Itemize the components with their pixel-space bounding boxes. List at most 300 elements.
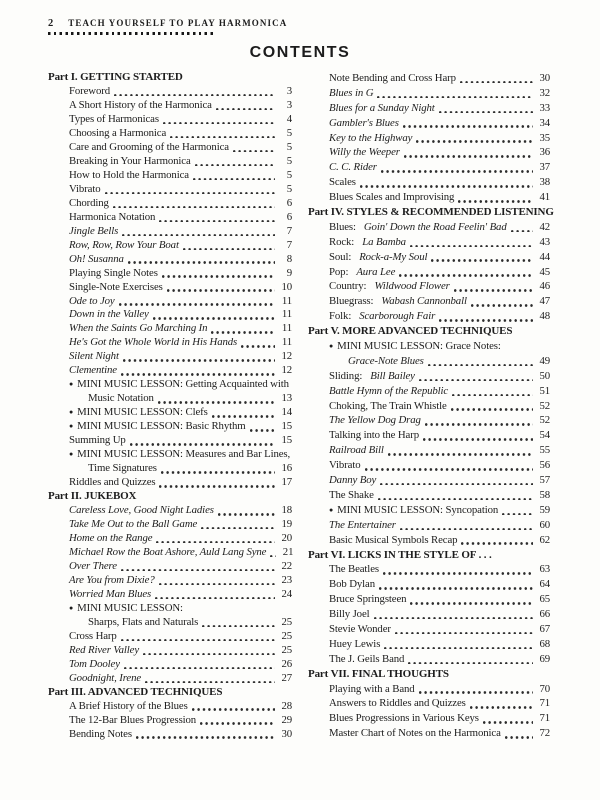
entry-title [329, 562, 379, 577]
entry-text: How to Hold the Harmonica [69, 168, 189, 181]
part-heading-label: Part VII. FINAL THOUGHTS [308, 667, 449, 680]
toc-entry [308, 443, 550, 458]
page-header [48, 18, 287, 35]
leader-dots [250, 429, 275, 432]
entry-page-number: 10 [281, 280, 292, 293]
leader-dots [374, 617, 534, 620]
leader-dots [460, 81, 533, 84]
entry-page-number: 32 [539, 86, 550, 99]
entry-text: Jingle Bells [69, 224, 119, 237]
bullet-icon: ● [69, 603, 74, 612]
entry-text: Types of Harmonicas [69, 112, 159, 125]
toc-part-heading [308, 667, 550, 682]
entry-text: Railroad Bill [329, 444, 384, 457]
leader-dots [200, 722, 275, 725]
leader-dots [122, 234, 275, 237]
toc-entry [48, 350, 292, 364]
toc-entry [48, 630, 292, 644]
toc-entry [48, 644, 292, 658]
entry-title [69, 434, 126, 448]
toc-entry [308, 652, 550, 667]
header-page-number: 2 [48, 18, 54, 29]
entry-title [69, 197, 109, 211]
entry-text: MINI MUSIC LESSON: Basic Rhythm [77, 420, 246, 433]
entry-text: Talking into the Harp [329, 429, 419, 442]
entry-text: Row, Row, Row Your Boat [69, 238, 179, 251]
entry-category-label: Pop: [329, 265, 349, 278]
toc-entry [48, 183, 292, 197]
entry-title [88, 392, 154, 406]
entry-text: Note Bending and Cross Harp [329, 72, 456, 84]
leader-dots [159, 583, 275, 586]
entry-title [329, 145, 400, 160]
toc-entry [308, 116, 550, 131]
toc-entry [48, 434, 292, 448]
entry-page-number: 13 [281, 392, 292, 405]
entry-page-number: 35 [539, 131, 550, 144]
entry-text: Willy the Weeper [329, 146, 400, 159]
bullet-icon: ● [69, 450, 74, 459]
entry-text: Ode to Joy [69, 294, 115, 307]
entry-title [69, 476, 155, 490]
entry-page-number: 54 [539, 429, 550, 442]
leader-dots [113, 206, 275, 209]
toc-entry [48, 700, 292, 714]
leader-dots [378, 498, 533, 501]
part-heading-label: Part III. ADVANCED TECHNIQUES [48, 685, 223, 698]
entry-page-number: 50 [539, 369, 550, 382]
leader-dots [130, 443, 275, 446]
entry-title [69, 504, 214, 518]
entry-text: Breaking in Your Harmonica [69, 154, 191, 167]
leader-dots [408, 662, 533, 665]
leader-dots [119, 303, 275, 306]
entry-text: Choosing a Harmonica [69, 126, 167, 139]
entry-page-number: 28 [281, 699, 292, 712]
leader-dots [400, 528, 533, 531]
toc-column-right [308, 71, 554, 742]
entry-text: Blues in G [329, 86, 374, 99]
entry-text: He's Got the Whole World in His Hands [69, 336, 238, 349]
entry-text: MINI MUSIC LESSON: Measures and Bar Lines, [77, 448, 291, 461]
toc-entry [308, 726, 550, 741]
entry-text: MINI MUSIC LESSON: [77, 601, 183, 614]
entry-title [329, 413, 421, 428]
entry-text: Down in the Valley [69, 308, 149, 321]
entry-page-number: 42 [539, 220, 550, 233]
entry-page-number: 23 [281, 573, 292, 586]
leader-dots [212, 415, 275, 418]
leader-dots [136, 736, 275, 739]
toc-entry [308, 637, 550, 652]
toc-entry [48, 281, 292, 295]
entry-text: Harmonica Notation [69, 210, 156, 223]
toc-entry [308, 190, 550, 205]
toc-entry [308, 339, 550, 354]
entry-page-number: 4 [286, 112, 292, 125]
toc-entry [48, 197, 292, 211]
entry-title [69, 364, 117, 378]
leader-dots [431, 259, 533, 262]
toc-entry [48, 518, 292, 532]
table-of-contents [48, 71, 554, 742]
entry-title [329, 607, 370, 622]
entry-page-number: 58 [539, 488, 550, 501]
entry-title [329, 220, 507, 235]
entry-category-label: Bluegrass: [329, 295, 374, 308]
entry-title [329, 518, 396, 533]
toc-entry [308, 86, 550, 101]
entry-text: La Bamba [362, 235, 406, 248]
entry-page-number: 6 [286, 210, 292, 223]
entry-page-number: 63 [539, 563, 550, 576]
entry-page-number: 49 [539, 354, 550, 367]
toc-entry [308, 592, 550, 607]
header-book-title: TEACH YOURSELF TO PLAY HARMONICA [68, 18, 288, 28]
entry-title [329, 726, 501, 741]
entry-title [329, 279, 450, 294]
leader-dots [202, 625, 275, 628]
bullet-icon: ● [69, 380, 74, 389]
entry-page-number: 11 [281, 308, 292, 321]
toc-entry [48, 169, 292, 183]
entry-text: C. C. Rider [329, 161, 377, 174]
toc-entry [308, 235, 550, 250]
leader-dots [155, 597, 275, 600]
entry-text: Riddles and Quizzes [69, 476, 156, 489]
toc-entry [308, 607, 550, 622]
leader-dots [128, 261, 275, 264]
leader-dots [454, 289, 533, 292]
leader-dots [162, 275, 275, 278]
entry-page-number: 21 [282, 545, 294, 558]
entry-page-number: 14 [281, 406, 292, 419]
entry-text: Time Signatures [88, 462, 157, 475]
entry-page-number: 3 [286, 84, 292, 97]
toc-entry [48, 448, 292, 462]
entry-page-number: 62 [539, 533, 550, 546]
entry-title [69, 546, 266, 560]
entry-text: Playing with a Band [329, 682, 415, 695]
toc-entry [48, 532, 292, 546]
entry-title [329, 235, 406, 250]
entry-page-number: 3 [286, 98, 292, 111]
entry-page-number: 48 [539, 310, 550, 323]
entry-text: Bob Dylan [329, 578, 376, 591]
part-heading-label: Part VI. LICKS IN THE STYLE OF . . . [308, 548, 492, 561]
leader-dots [470, 706, 533, 709]
entry-page-number: 26 [281, 657, 292, 670]
entry-title [329, 339, 501, 355]
entry-title [69, 99, 212, 113]
toc-entry [308, 458, 550, 473]
entry-page-number: 15 [281, 434, 292, 447]
leader-dots [121, 639, 275, 642]
toc-entry [308, 473, 550, 488]
entry-page-number: 67 [539, 622, 550, 635]
entry-title [69, 714, 196, 728]
entry-page-number: 12 [281, 364, 292, 377]
toc-entry [48, 253, 292, 267]
part-heading-label: Part IV. STYLES & RECOMMENDED LISTENING [308, 206, 554, 219]
entry-title [329, 503, 498, 519]
entry-title [329, 592, 406, 607]
entry-text: Battle Hymn of the Republic [329, 384, 449, 397]
entry-text: Blues for a Sunday Night [329, 101, 435, 114]
toc-entry [48, 267, 292, 281]
entry-text: Bruce Springsteen [329, 593, 407, 606]
leader-dots [365, 468, 534, 471]
entry-text: Cross Harp [69, 629, 117, 642]
entry-page-number: 25 [281, 643, 292, 656]
entry-title [69, 518, 197, 532]
entry-text: Scarborough Fair [359, 310, 436, 323]
entry-page-number: 60 [539, 518, 550, 531]
toc-entry [48, 155, 292, 169]
toc-entry [308, 622, 550, 637]
leader-dots [423, 438, 533, 441]
entry-title [329, 294, 467, 309]
leader-dots [403, 125, 533, 128]
entry-page-number: 64 [539, 578, 550, 591]
entry-title [329, 101, 435, 116]
entry-text: Bill Bailey [370, 369, 415, 382]
entry-text: Chording [69, 196, 109, 209]
entry-page-number: 5 [286, 126, 292, 139]
leader-dots [379, 587, 533, 590]
entry-page-number: 65 [539, 593, 550, 606]
leader-dots [461, 542, 533, 545]
entry-text: Over There [69, 559, 117, 572]
entry-page-number: 44 [539, 250, 550, 263]
toc-part-heading [48, 686, 292, 700]
toc-entry [308, 711, 550, 726]
entry-page-number: 70 [539, 682, 550, 695]
toc-entry [308, 682, 550, 697]
entry-page-number: 9 [286, 266, 292, 279]
leader-dots [380, 483, 533, 486]
entry-page-number: 33 [539, 101, 550, 114]
entry-page-number: 51 [539, 384, 550, 397]
entry-title [69, 700, 188, 714]
toc-entry [48, 127, 292, 141]
entry-title [329, 309, 435, 324]
entry-title [69, 448, 290, 463]
leader-dots [439, 319, 533, 322]
entry-category-label: Country: [329, 280, 367, 293]
toc-entry [308, 696, 550, 711]
leader-dots [163, 122, 275, 125]
leader-dots [183, 248, 275, 251]
leader-dots [170, 136, 275, 139]
part-heading-label: Part V. MORE ADVANCED TECHNIQUES [308, 325, 513, 338]
toc-entry [48, 616, 292, 630]
entry-page-number: 59 [539, 503, 550, 516]
dotted-rule [48, 32, 215, 35]
entry-text: Vibrato [329, 459, 361, 472]
entry-text: Bending Notes [69, 727, 132, 740]
entry-page-number: 43 [539, 235, 550, 248]
entry-text: A Brief History of the Blues [69, 699, 188, 712]
toc-entry [48, 574, 292, 588]
leader-dots [159, 220, 275, 223]
leader-dots [241, 345, 275, 348]
entry-page-number: 72 [539, 727, 550, 740]
entry-category-label: Blues: [329, 220, 356, 233]
entry-page-number: 71 [539, 697, 550, 710]
entry-title [69, 295, 115, 309]
entry-title [329, 250, 427, 265]
leader-dots [458, 200, 533, 203]
toc-entry [48, 588, 292, 602]
entry-category-label: Folk: [329, 310, 352, 323]
toc-entry [308, 577, 550, 592]
entry-page-number: 16 [281, 462, 292, 475]
toc-entry [48, 476, 292, 490]
leader-dots [201, 527, 275, 530]
entry-page-number: 7 [286, 238, 292, 251]
entry-title [329, 428, 419, 443]
entry-text: Tom Dooley [69, 657, 120, 670]
entry-title [329, 488, 374, 503]
entry-title [69, 267, 158, 281]
entry-title [329, 682, 415, 697]
entry-text: Sharps, Flats and Naturals [88, 615, 199, 628]
entry-page-number: 41 [539, 191, 550, 204]
entry-title [69, 420, 246, 435]
entry-title [69, 155, 191, 169]
entry-text: The 12-Bar Blues Progression [69, 713, 197, 726]
bullet-icon: ● [69, 408, 74, 417]
toc-entry [48, 364, 292, 378]
entry-page-number: 25 [281, 615, 292, 628]
entry-text: MINI MUSIC LESSON: Grace Notes: [337, 340, 501, 353]
entry-title [329, 622, 391, 637]
toc-entry [308, 354, 550, 369]
entry-category-label: Sliding: [329, 369, 363, 382]
entry-text: A Short History of the Harmonica [69, 98, 212, 111]
entry-text: Goin' Down the Road Feelin' Bad [363, 220, 507, 233]
entry-page-number: 20 [281, 531, 292, 544]
leader-dots [153, 317, 275, 320]
entry-title [329, 652, 404, 667]
entry-title [329, 190, 454, 205]
toc-entry [48, 322, 292, 336]
entry-title [69, 630, 117, 644]
leader-dots [121, 373, 275, 376]
entry-title [348, 354, 424, 369]
entry-text: Answers to Riddles and Quizzes [329, 697, 466, 710]
toc-entry [48, 113, 292, 127]
entry-title [69, 239, 179, 253]
toc-entry [308, 309, 550, 324]
entry-title [329, 399, 447, 414]
toc-entry [48, 308, 292, 322]
leader-dots [410, 602, 533, 605]
toc-entry [308, 518, 550, 533]
leader-dots [143, 653, 275, 656]
toc-entry [308, 503, 550, 518]
entry-text: Master Chart of Notes on the Harmonica [329, 727, 501, 740]
leader-dots [451, 408, 533, 411]
entry-text: Goodnight, Irene [69, 671, 142, 684]
entry-title [69, 322, 207, 336]
entry-text: Billy Joel [329, 608, 370, 621]
entry-title [329, 533, 457, 548]
toc-entry [48, 728, 292, 742]
entry-title [69, 141, 229, 155]
entry-page-number: 15 [281, 420, 292, 433]
toc-entry [308, 220, 550, 235]
entry-text: Vibrato [69, 182, 101, 195]
toc-entry [48, 672, 292, 686]
entry-text: Blues Scales and Improvising [329, 191, 455, 204]
toc-entry [48, 602, 292, 616]
leader-dots [425, 423, 533, 426]
entry-page-number: 22 [281, 559, 292, 572]
entry-title [329, 443, 384, 458]
entry-title [329, 160, 377, 175]
entry-title [69, 728, 132, 742]
toc-entry [48, 211, 292, 225]
entry-text: Aura Lee [356, 265, 396, 278]
entry-text: Gambler's Blues [329, 116, 399, 129]
toc-part-heading [308, 548, 550, 563]
leader-dots [121, 569, 275, 572]
entry-title [329, 131, 412, 146]
toc-entry [308, 399, 550, 414]
entry-text: Key to the Highway [329, 131, 413, 144]
entry-title [69, 113, 159, 127]
entry-category-label: Soul: [329, 250, 352, 263]
toc-entry [48, 420, 292, 434]
toc-entry [308, 294, 550, 309]
toc-entry [308, 71, 550, 86]
toc-entry [48, 406, 292, 420]
entry-page-number: 18 [281, 504, 292, 517]
entry-text: Scales [329, 176, 356, 189]
entry-page-number: 6 [286, 196, 292, 209]
entry-text: Oh! Susanna [69, 252, 124, 265]
leader-dots [156, 541, 275, 544]
bullet-icon: ● [329, 342, 334, 351]
entry-text: Take Me Out to the Ball Game [69, 518, 198, 530]
entry-text: Wabash Cannonball [381, 295, 467, 308]
entry-title [69, 336, 237, 350]
entry-text: The Yellow Dog Drag [329, 414, 421, 427]
toc-entry [308, 533, 550, 548]
entry-title [69, 253, 124, 267]
leader-dots [216, 108, 275, 111]
entry-page-number: 38 [539, 176, 550, 189]
toc-entry [48, 546, 292, 560]
entry-title [69, 281, 163, 295]
toc-entry [308, 145, 550, 160]
leader-dots [439, 111, 533, 114]
entry-page-number: 45 [539, 265, 550, 278]
entry-page-number: 37 [539, 161, 550, 174]
leader-dots [114, 94, 275, 97]
leader-dots [193, 178, 275, 181]
leader-dots [159, 485, 275, 488]
entry-page-number: 71 [539, 712, 550, 725]
entry-page-number: 29 [281, 713, 292, 726]
toc-entry [48, 99, 292, 113]
leader-dots [124, 667, 275, 670]
leader-dots [218, 513, 275, 516]
entry-text: Care and Grooming of the Harmonica [69, 140, 229, 153]
entry-title [69, 406, 208, 421]
